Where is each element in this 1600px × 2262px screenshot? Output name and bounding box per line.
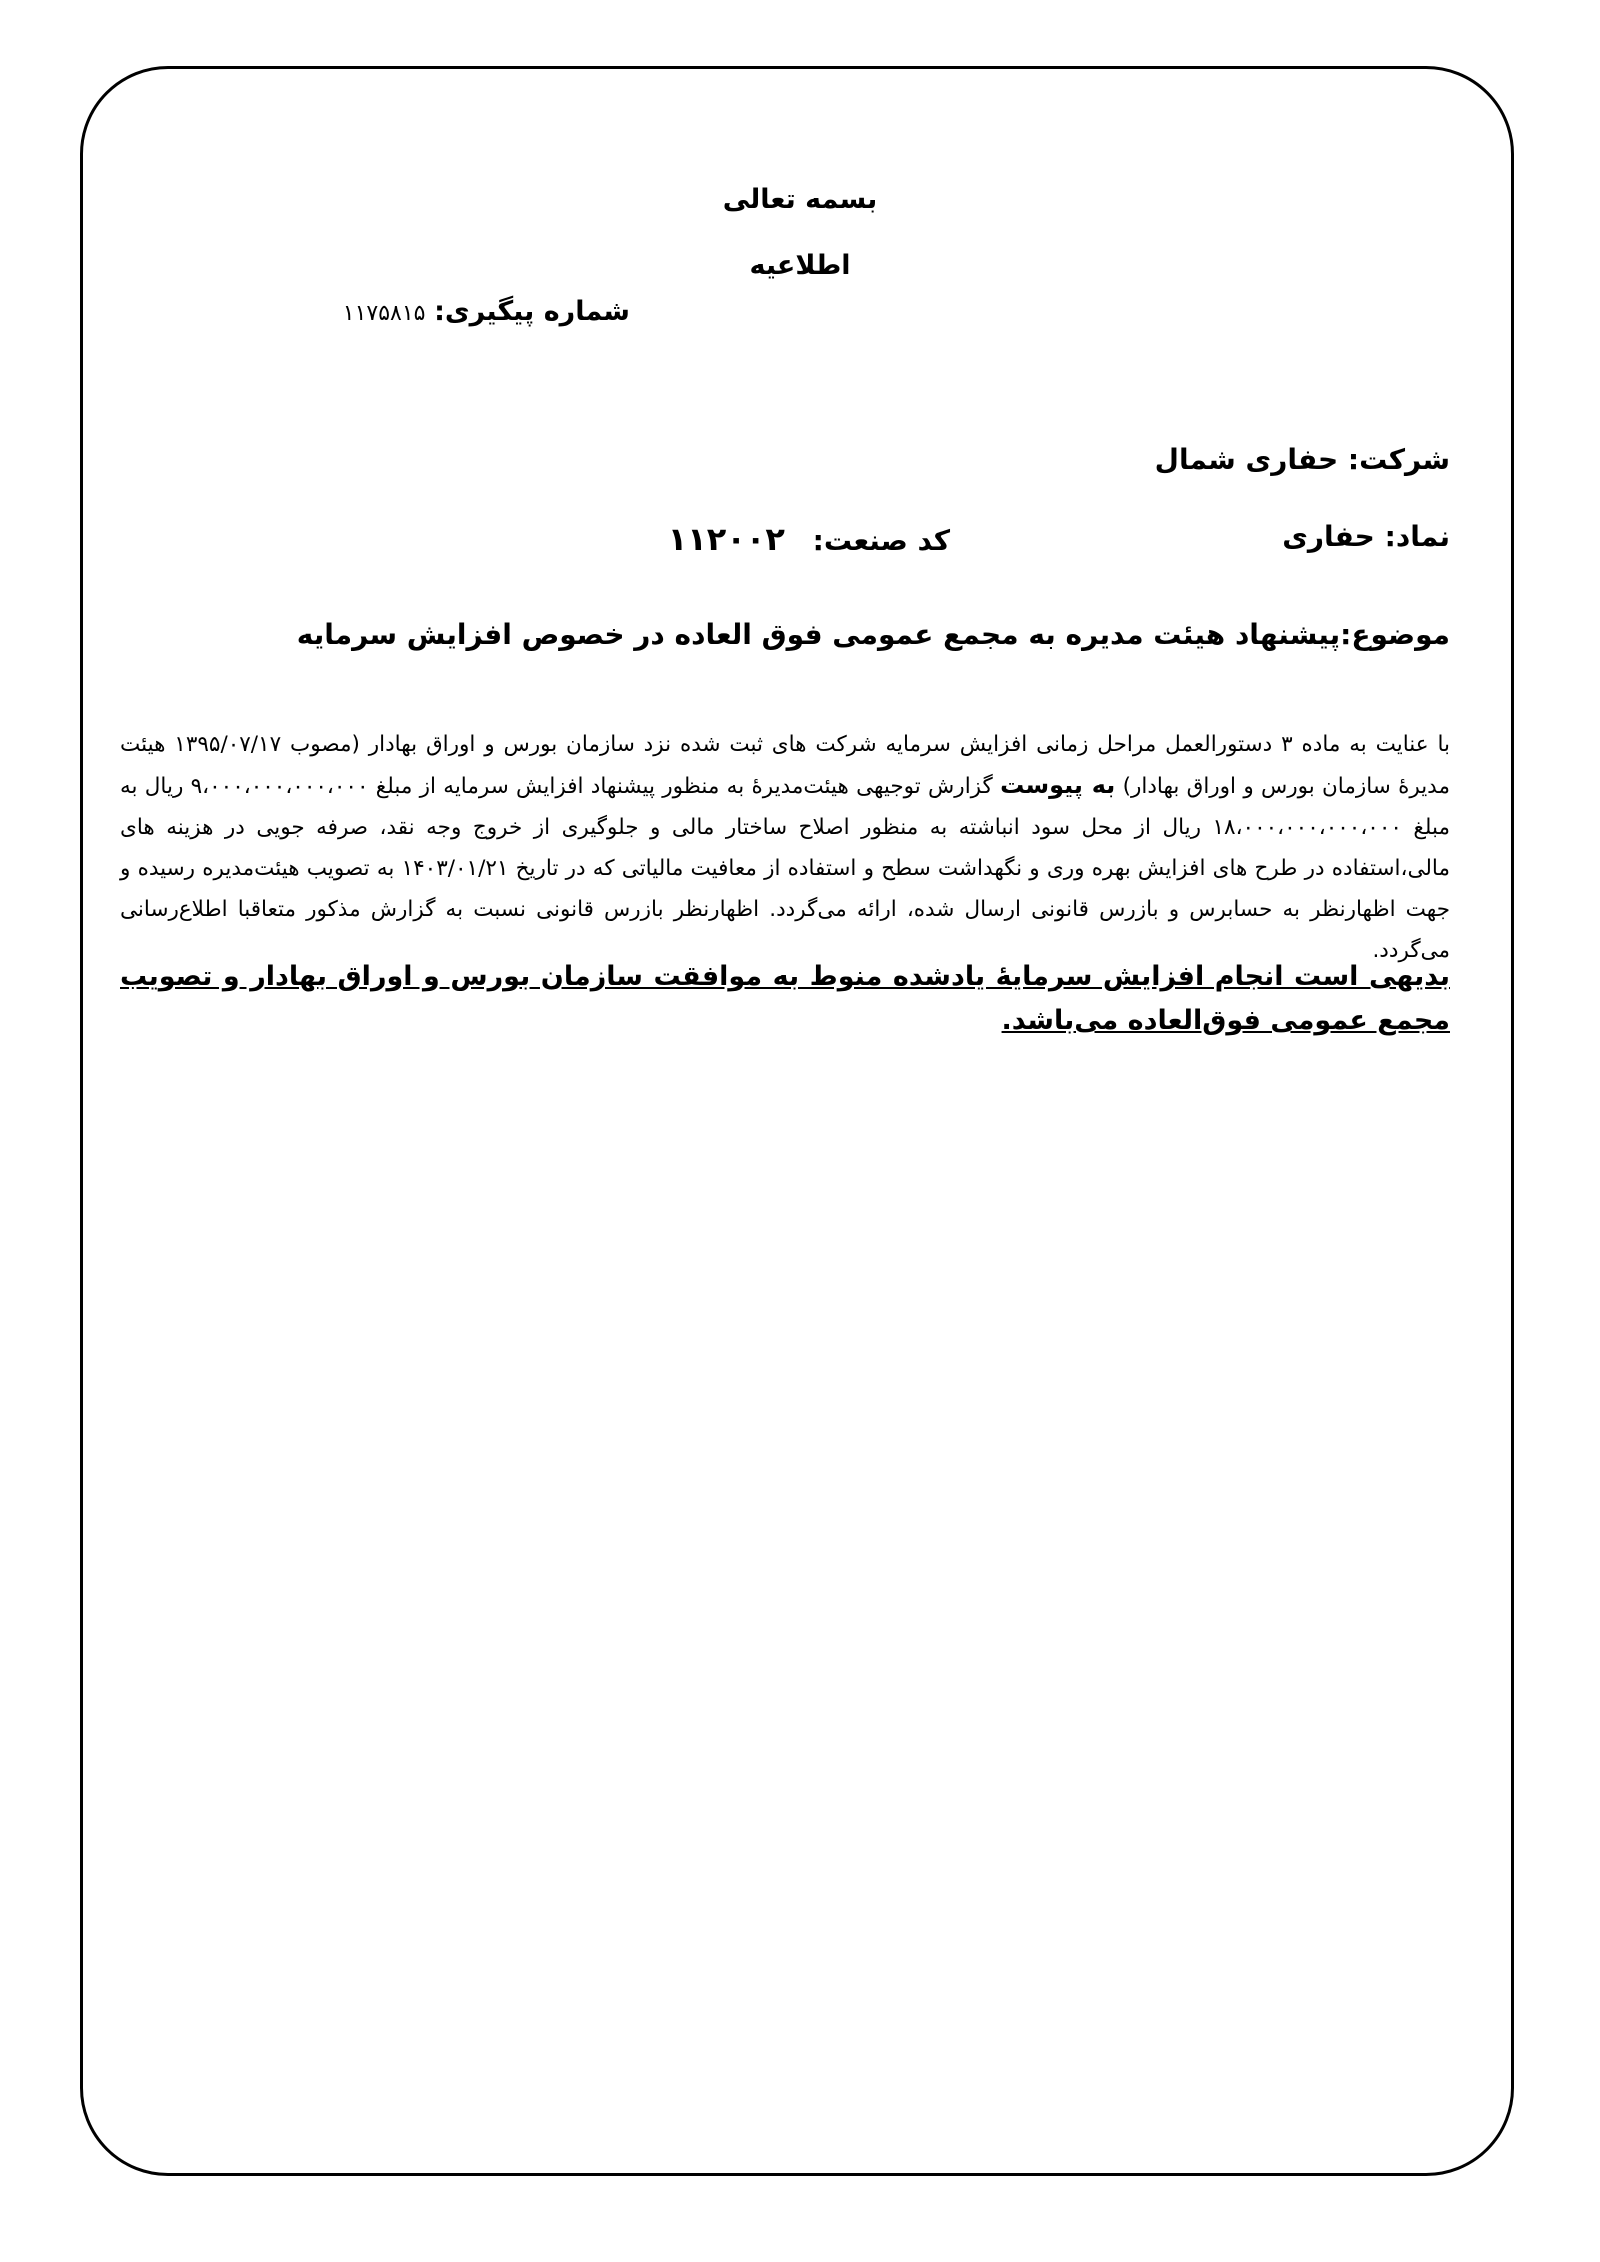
industry-code-field	[668, 520, 950, 558]
symbol-industry-row	[450, 520, 1450, 564]
tracking-number-label: شماره پیگیری:	[434, 296, 630, 327]
body-text-part2: گزارش توجیهی هیئت‌مدیرۀ به منظور پیشنهاد افزایش سرمایه از مبلغ ۹،۰۰۰،۰۰۰،۰۰۰،۰۰۰ ریال به مبلغ ۱۸،۰۰۰،۰۰۰،۰۰۰،۰۰۰ ریال از محل سود انباشته به منظور اصلاح ساختار مالی و جلوگیری از خروج وجه نقد، صرفه جویی در هزینه های مالی،استفاده در طرح های افزایش بهره وری و نگهداشت سطح و استفاده از معافیت مالیاتی که در تاریخ ۱۴۰۳/۰۱/۲۱ به تصویب هیئت‌مدیره رسیده و جهت اظهارنظر به حسابرس و بازرس قانونی ارسال شده، ارائه می‌گردد. اظهارنظر بازرس قانونی نسبت به گزارش مذکور متعاقبا اطلاع‌رسانی می‌گردد.	[120, 774, 1451, 963]
subject-row	[150, 618, 1450, 651]
body-text-part1: با عنایت به ماده ۳ دستورالعمل مراحل زمانی افزایش سرمایه شرکت های ثبت شده نزد سازمان بورس و اوراق بهادار (مصوب ۱۳۹۵/۰۷/۱۷ هیئت مدیرۀ سازمان بورس و اوراق بهادار)	[120, 732, 1450, 799]
company-label: شرکت:	[1347, 443, 1450, 476]
industry-code-label: کد صنعت:	[812, 524, 950, 557]
industry-code-value: ۱۱۲۰۰۲	[667, 520, 785, 558]
approval-note: بدیهی است انجام افزایش سرمایۀ یادشده منوط به موافقت سازمان بورس و اوراق بهادار و تصویب مجمع عمومی فوق‌العاده می‌باشد.	[120, 961, 1450, 1036]
body-paragraph	[120, 724, 1450, 971]
symbol-value: حفاری	[1282, 520, 1375, 553]
company-name: حفاری شمال	[1154, 443, 1339, 476]
attachment-phrase: به پیوست	[1000, 771, 1116, 799]
tracking-number-row	[230, 296, 630, 336]
subject-label: موضوع:	[1340, 618, 1450, 651]
symbol-field	[1282, 520, 1450, 553]
bismillah-heading: بسمه تعالی	[722, 184, 878, 215]
announcement-title: اطلاعیه	[749, 250, 851, 281]
tracking-number-value: ۱۱۷۵۸۱۵	[342, 301, 426, 326]
symbol-label: نماد:	[1384, 520, 1450, 553]
subject-text: پیشنهاد هیئت مدیره به مجمع عمومی فوق العاده در خصوص افزایش سرمایه	[296, 618, 1341, 651]
page-border	[80, 66, 1514, 2176]
company-row	[750, 443, 1450, 476]
